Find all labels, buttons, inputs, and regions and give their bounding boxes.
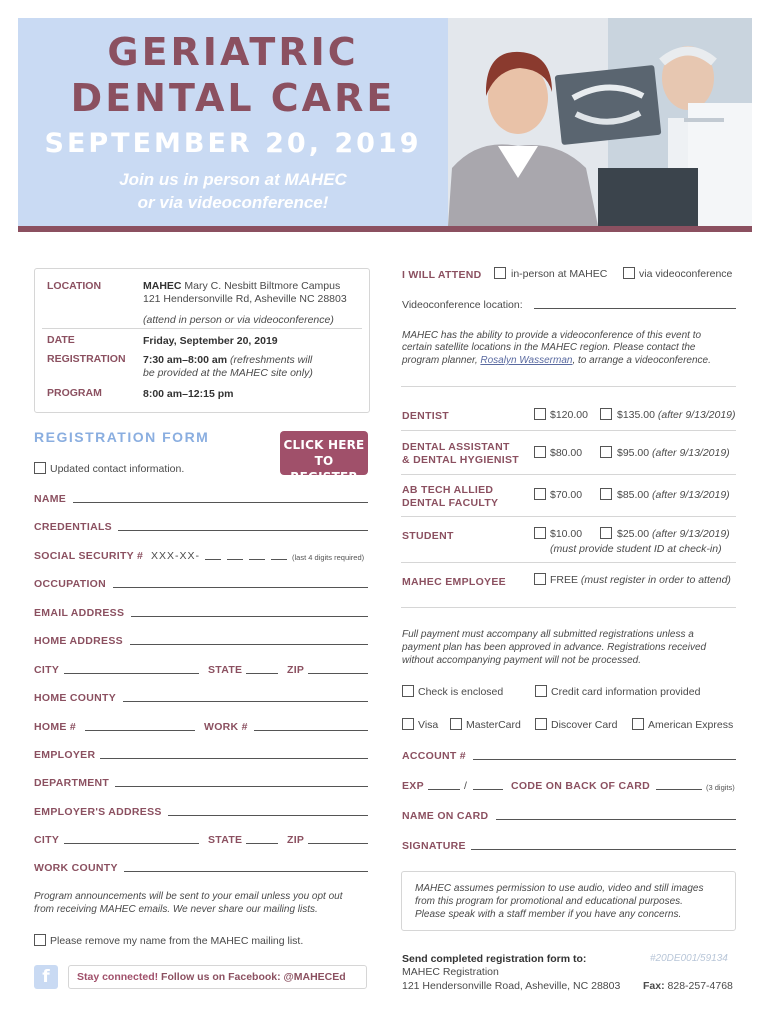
video-note-line3a: program planner, (402, 355, 481, 366)
signature-field[interactable] (471, 849, 736, 850)
date-value: Friday, September 20, 2019 (143, 335, 278, 347)
employer-zip-field[interactable] (308, 843, 368, 844)
permission-line1: MAHEC assumes permission to use audio, video and still images (415, 883, 704, 894)
name-on-card-field[interactable] (496, 819, 736, 820)
home-address-field[interactable] (130, 644, 368, 645)
send-address: 121 Hendersonville Road, Asheville, NC 28803 (402, 980, 621, 992)
price-assistant-late (617, 447, 730, 459)
click-to-register-button[interactable] (280, 431, 368, 484)
price-abtech-early-checkbox[interactable] (534, 488, 546, 500)
header-photo (448, 18, 752, 226)
occupation-label: OCCUPATION (34, 578, 107, 590)
payment-note-line3: without accompanying payment will not be processed. (402, 655, 642, 666)
registration-label: REGISTRATION (47, 353, 126, 365)
location-label: LOCATION (47, 280, 102, 292)
check-enclosed-checkbox[interactable] (402, 685, 414, 697)
form-code: #20DE001/59134 (650, 953, 728, 964)
price-abtech-label1: AB TECH ALLIED (402, 484, 494, 496)
card-code-note: (3 digits) (706, 783, 735, 792)
remove-mailing-checkbox[interactable] (34, 934, 46, 946)
price-assistant-late-amount: $95.00 (617, 447, 650, 459)
ssn-digit-3[interactable] (249, 559, 265, 560)
price-assistant-early-checkbox[interactable] (534, 446, 546, 458)
occupation-field[interactable] (113, 587, 368, 588)
home-phone-label: HOME # (34, 721, 77, 733)
credit-card-checkbox[interactable] (535, 685, 547, 697)
video-checkbox[interactable] (623, 267, 635, 279)
price-abtech-late (617, 489, 730, 501)
video-note-line1: MAHEC has the ability to provide a videoconference of this event to (402, 330, 702, 341)
in-person-label: in-person at MAHEC (511, 268, 608, 280)
visa-checkbox[interactable] (402, 718, 414, 730)
registration-value (143, 353, 312, 367)
divider-2 (401, 430, 736, 431)
credentials-field[interactable] (118, 530, 368, 531)
discover-label: Discover Card (551, 719, 618, 731)
work-county-field[interactable] (124, 871, 368, 872)
title-line2: DENTAL CARE (70, 76, 396, 120)
video-location-field[interactable] (534, 308, 736, 309)
price-abtech-early: $70.00 (550, 489, 583, 501)
stay-connected: Stay connected! (77, 971, 159, 983)
video-note-line3 (402, 355, 711, 366)
price-dentist-late-checkbox[interactable] (600, 408, 612, 420)
location-value (143, 279, 340, 293)
ssn-prefix: XXX-XX- (151, 550, 201, 562)
announce-line1: Program announcements will be sent to your email unless you opt out (34, 891, 343, 902)
permission-line2: from this program for promotional and educational purposes. (415, 896, 683, 907)
ssn-note: (last 4 digits required) (292, 553, 365, 562)
fax-number: 828-257-4768 (664, 980, 733, 992)
price-student-label: STUDENT (402, 530, 454, 542)
check-enclosed-label: Check is enclosed (418, 686, 504, 698)
work-phone-label: WORK # (204, 721, 248, 733)
name-on-card-label: NAME ON CARD (402, 810, 489, 822)
amex-checkbox[interactable] (632, 718, 644, 730)
program-label: PROGRAM (47, 387, 102, 399)
location-name: MAHEC (143, 280, 182, 292)
ssn-digit-1[interactable] (205, 559, 221, 560)
announce-line2: from receiving MAHEC emails. We never share our mailing lists. (34, 904, 318, 915)
employer-state-label: STATE (208, 834, 243, 846)
state-field[interactable] (246, 673, 278, 674)
employer-zip-label: ZIP (287, 834, 305, 846)
home-county-label: HOME COUNTY (34, 692, 117, 704)
ssn-digit-4[interactable] (271, 559, 287, 560)
divider-5 (401, 562, 736, 563)
zip-field[interactable] (308, 673, 368, 674)
click-line1: CLICK HERE (283, 438, 365, 452)
exp-year-field[interactable] (473, 789, 503, 790)
price-dentist-label: DENTIST (402, 410, 450, 422)
employer-address-label: EMPLOYER'S ADDRESS (34, 806, 162, 818)
registration-time: 7:30 am–8:00 am (143, 354, 228, 366)
price-dentist-early-checkbox[interactable] (534, 408, 546, 420)
header-divider (18, 226, 752, 232)
department-label: DEPARTMENT (34, 777, 110, 789)
location-address: 121 Hendersonville Rd, Asheville NC 28803 (143, 293, 347, 305)
divider-1 (401, 386, 736, 387)
credentials-label: CREDENTIALS (34, 521, 112, 533)
program-time: 8:00 am–12:15 pm (143, 388, 234, 400)
location-note: (attend in person or via videoconference) (143, 314, 334, 326)
video-location-label: Videoconference location: (402, 299, 523, 311)
registration-note2: be provided at the MAHEC site only) (143, 367, 313, 379)
price-abtech-late-checkbox[interactable] (600, 488, 612, 500)
employer-label: EMPLOYER (34, 749, 96, 761)
zip-label: ZIP (287, 664, 305, 676)
price-student-late (617, 528, 730, 540)
credit-card-label: Credit card information provided (551, 686, 701, 698)
tagline-line1: Join us in person at MAHEC (119, 170, 347, 189)
price-assistant-label1: DENTAL ASSISTANT (402, 441, 510, 453)
student-id-note: (must provide student ID at check-in) (550, 543, 722, 555)
name-field[interactable] (73, 502, 368, 503)
city-field[interactable] (64, 673, 199, 674)
department-field[interactable] (115, 786, 368, 787)
facebook-text (77, 971, 346, 983)
price-student-early-checkbox[interactable] (534, 527, 546, 539)
send-title: Send completed registration form to: (402, 953, 587, 965)
price-student-early: $10.00 (550, 528, 583, 540)
city-label: CITY (34, 664, 60, 676)
employer-city-field[interactable] (64, 843, 199, 844)
price-dentist-late-note: (after 9/13/2019) (657, 409, 736, 421)
payment-note-line2: payment plan has been approved in advance. Registrations received (402, 642, 707, 653)
video-label: via videoconference (639, 268, 733, 280)
in-person-checkbox[interactable] (494, 267, 506, 279)
visa-label: Visa (418, 719, 439, 731)
price-abtech-label2: DENTAL FACULTY (402, 497, 499, 509)
mastercard-checkbox[interactable] (450, 718, 462, 730)
exp-month-field[interactable] (428, 789, 460, 790)
price-student-late-checkbox[interactable] (600, 527, 612, 539)
card-code-field[interactable] (656, 789, 702, 790)
price-assistant-late-note: (after 9/13/2019) (652, 447, 730, 459)
dental-xray-photo (448, 18, 752, 226)
mastercard-label: MasterCard (466, 719, 521, 731)
signature-label: SIGNATURE (402, 840, 466, 852)
employee-label: MAHEC EMPLOYEE (402, 576, 506, 588)
updated-contact-checkbox[interactable] (34, 462, 46, 474)
employee-free-label: FREE (550, 574, 579, 586)
video-note-line3b: , to arrange a videoconference. (572, 355, 711, 366)
ssn-label: SOCIAL SECURITY # (34, 550, 144, 562)
work-county-label: WORK COUNTY (34, 862, 118, 874)
employee-free-checkbox[interactable] (534, 573, 546, 585)
amex-label: American Express (648, 719, 734, 731)
event-date-title: SEPTEMBER 20, 2019 (44, 128, 422, 159)
price-assistant-early: $80.00 (550, 447, 583, 459)
employer-city-label: CITY (34, 834, 60, 846)
price-abtech-late-note: (after 9/13/2019) (652, 489, 730, 501)
name-label: NAME (34, 493, 67, 505)
payment-note-line1: Full payment must accompany all submitted registrations unless a (402, 629, 694, 640)
exp-slash: / (464, 780, 467, 792)
account-label: ACCOUNT # (402, 750, 466, 762)
ssn-digit-2[interactable] (227, 559, 243, 560)
exp-label: EXP (402, 780, 424, 792)
fax (643, 980, 733, 992)
home-phone-field[interactable] (85, 730, 195, 731)
price-abtech-late-amount: $85.00 (617, 489, 650, 501)
send-org: MAHEC Registration (402, 966, 499, 978)
fax-label: Fax: (643, 980, 665, 992)
price-dentist-early: $120.00 (550, 409, 588, 421)
divider-6 (401, 607, 736, 608)
discover-checkbox[interactable] (535, 718, 547, 730)
home-county-field[interactable] (123, 701, 368, 702)
tagline-line2: or via videoconference! (137, 193, 329, 212)
price-dentist-late-amount: $135.00 (617, 409, 655, 421)
card-code-label: CODE ON BACK OF CARD (511, 780, 650, 792)
employee-free (550, 574, 731, 586)
state-label: STATE (208, 664, 243, 676)
email-field[interactable] (131, 616, 368, 617)
remove-mailing-label: Please remove my name from the MAHEC mailing list. (50, 935, 304, 947)
account-field[interactable] (473, 759, 736, 760)
employee-free-note: (must register in order to attend) (578, 574, 731, 586)
permission-line3: Please speak with a staff member if you have any concerns. (415, 909, 682, 920)
registration-note: (refreshments will (227, 354, 313, 366)
registration-form-title: REGISTRATION FORM (34, 429, 210, 445)
title-line1: GERIATRIC (107, 30, 359, 74)
contact-link[interactable]: Rosalyn Wasserman (480, 355, 573, 366)
follow-facebook: Follow us on Facebook: @MAHECEd (158, 971, 346, 983)
video-note-line2: certain satellite locations in the MAHEC region. Please contact the (402, 342, 696, 353)
price-dentist-late (617, 409, 736, 421)
price-assistant-late-checkbox[interactable] (600, 446, 612, 458)
price-student-late-note: (after 9/13/2019) (652, 528, 730, 540)
employer-field[interactable] (100, 758, 368, 759)
price-student-late-amount: $25.00 (617, 528, 650, 540)
attend-label: I WILL ATTEND (402, 269, 482, 281)
employer-address-field[interactable] (168, 815, 368, 816)
price-assistant-label2: & DENTAL HYGIENIST (402, 454, 520, 466)
info-divider (42, 328, 362, 329)
divider-3 (401, 474, 736, 475)
divider-4 (401, 516, 736, 517)
home-address-label: HOME ADDRESS (34, 635, 123, 647)
location-campus: Mary C. Nesbitt Biltmore Campus (181, 280, 341, 292)
click-line2: TO REGISTER (290, 454, 358, 484)
work-phone-field[interactable] (254, 730, 368, 731)
facebook-icon[interactable]: f (34, 965, 58, 989)
date-label: DATE (47, 334, 75, 346)
email-label: EMAIL ADDRESS (34, 607, 125, 619)
updated-contact-label: Updated contact information. (50, 463, 185, 475)
employer-state-field[interactable] (246, 843, 278, 844)
